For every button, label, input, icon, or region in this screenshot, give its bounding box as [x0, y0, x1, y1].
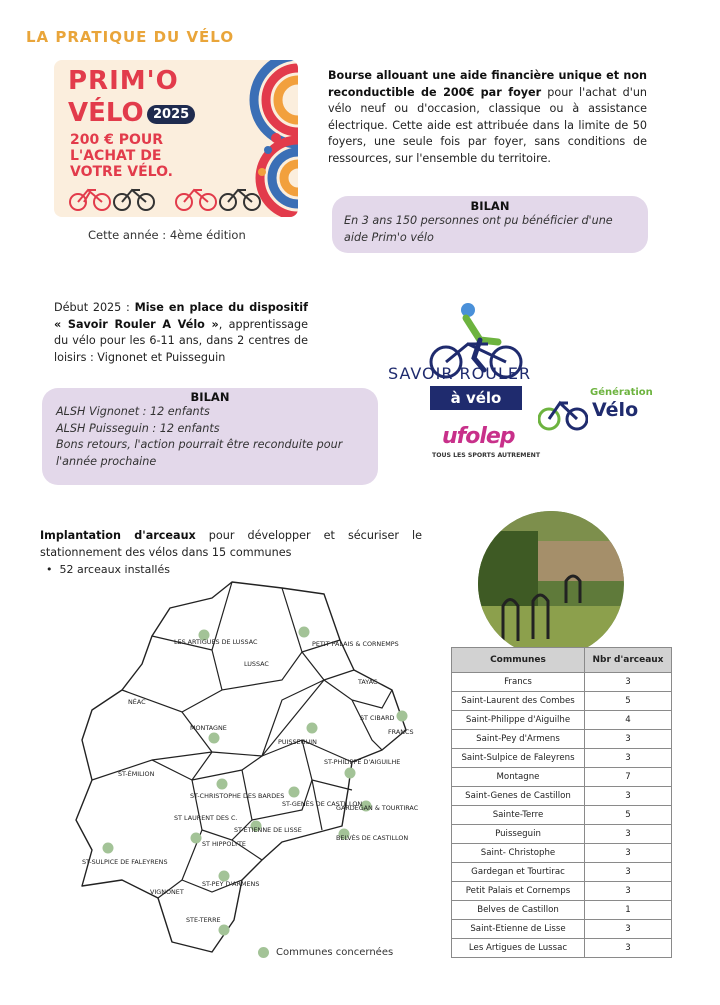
- commune-cell: Saint-Genes de Castillon: [452, 787, 585, 806]
- commune-cell: Gardegan et Tourtirac: [452, 863, 585, 882]
- table-row: [452, 844, 672, 863]
- bullet-text: 52 arceaux installés: [59, 563, 170, 576]
- map-label: NÉAC: [128, 698, 146, 706]
- map-label: BELVÈS DE CASTILLON: [336, 834, 409, 842]
- generation-velo-logo: [538, 385, 662, 435]
- intro-rest: , apprentissage du vélo pour les 6-11 ans, dans 2 centres de loisirs : Vignonet et Puisseguin: [54, 317, 308, 364]
- arceaux-bullet: [46, 563, 170, 576]
- table-row: [452, 711, 672, 730]
- map-label: VIGNONET: [150, 888, 184, 896]
- map-label: ST-SULPICE DE FALEYRENS: [82, 858, 168, 866]
- map-label: ST LAURENT DES C.: [174, 814, 238, 822]
- commune-cell: Sainte-Terre: [452, 806, 585, 825]
- arceaux-bold: Implantation d'arceaux: [40, 529, 196, 542]
- marker: [219, 925, 230, 936]
- marker: [103, 843, 114, 854]
- primo-bilan-box: [332, 196, 648, 253]
- table-row: [452, 673, 672, 692]
- bilan-title: BILAN: [190, 390, 230, 404]
- table-row: [452, 806, 672, 825]
- commune-cell: Francs: [452, 673, 585, 692]
- map-label: STE-TERRE: [186, 916, 221, 924]
- bilan-title: BILAN: [470, 199, 510, 213]
- commune-cell: Petit Palais et Cornemps: [452, 882, 585, 901]
- ufolep-text: ufolep: [442, 424, 515, 449]
- marker: [289, 787, 300, 798]
- table-row: [452, 920, 672, 939]
- commune-cell: Saint-Laurent des Combes: [452, 692, 585, 711]
- primo-caption: Cette année : 4ème édition: [88, 228, 246, 242]
- legend-marker-icon: [258, 947, 269, 958]
- table-row: [452, 787, 672, 806]
- map-label: ST-PHILIPPE D'AIGUILHE: [324, 758, 401, 766]
- table-row: [452, 692, 672, 711]
- map-label: PETIT PALAIS & CORNEMPS: [312, 640, 399, 648]
- commune-cell: Saint-Etienne de Lisse: [452, 920, 585, 939]
- bullet-icon: •: [46, 563, 53, 576]
- arceaux-table: [451, 647, 672, 958]
- map-label: LUSSAC: [244, 660, 269, 668]
- column-header: Nbr d'arceaux: [585, 648, 672, 673]
- intro-bold: Mise en place du dispositif « Savoir Rouler A Vélo »: [54, 301, 308, 331]
- commune-cell: Montagne: [452, 768, 585, 787]
- map-label: TAYAC: [358, 678, 378, 686]
- marker: [217, 779, 228, 790]
- primo-title: PRIM'O: [68, 66, 179, 96]
- map-label: LES ARTIGUES DE LUSSAC: [174, 638, 258, 646]
- count-cell: 1: [585, 901, 672, 920]
- bilan-text: En 3 ans 150 personnes ont pu bénéficier d'une aide Prim'o vélo: [344, 214, 613, 244]
- marker: [345, 768, 356, 779]
- count-cell: 4: [585, 711, 672, 730]
- map-label: MONTAGNE: [190, 724, 227, 732]
- ufolep-logo: [432, 424, 554, 464]
- count-cell: 3: [585, 730, 672, 749]
- legend-text: Communes concernées: [276, 947, 394, 958]
- marker: [397, 711, 408, 722]
- table-row: [452, 901, 672, 920]
- table-row: [452, 939, 672, 958]
- table-header-row: [452, 648, 672, 673]
- primo-description-text: pour l'achat d'un vélo neuf ou d'occasion, classique ou à assistance électrique. Cette aide est attribuée dans la limite de 50 foyers, une seule fois par foyer, sans conditions de ressources, sur l'ensemble du territoire.: [328, 85, 647, 165]
- count-cell: 3: [585, 939, 672, 958]
- table-row: [452, 825, 672, 844]
- map-label: GARDEGAN & TOURTIRAC: [336, 804, 419, 812]
- marker: [307, 723, 318, 734]
- communes-map: [62, 580, 444, 960]
- commune-cell: Saint-Sulpice de Faleyrens: [452, 749, 585, 768]
- table-row: [452, 863, 672, 882]
- commune-cell: Saint-Pey d'Armens: [452, 730, 585, 749]
- commune-cell: Les Artigues de Lussac: [452, 939, 585, 958]
- count-cell: 3: [585, 920, 672, 939]
- a-velo-badge: à vélo: [430, 386, 522, 410]
- marker: [299, 627, 310, 638]
- offer-line: 200 € POUR: [70, 132, 164, 148]
- column-header: Communes: [452, 648, 585, 673]
- offer-line: L'ACHAT DE: [70, 148, 162, 164]
- commune-cell: Belves de Castillon: [452, 901, 585, 920]
- table-row: [452, 768, 672, 787]
- section-title: LA PRATIQUE DU VÉLO: [26, 28, 235, 46]
- table-row: [452, 730, 672, 749]
- map-legend: [258, 947, 393, 958]
- commune-cell: Puisseguin: [452, 825, 585, 844]
- savoir-rouler-text: SAVOIR ROULER: [388, 364, 532, 383]
- ufolep-tagline: TOUS LES SPORTS AUTREMENT: [432, 452, 541, 459]
- count-cell: 5: [585, 692, 672, 711]
- map-label: ST-ÉTIENNE DE LISSE: [234, 826, 302, 834]
- commune-cell: Saint-Philippe d'Aiguilhe: [452, 711, 585, 730]
- count-cell: 3: [585, 863, 672, 882]
- map-label: FRANCS: [388, 728, 414, 736]
- commune-cell: Saint- Christophe: [452, 844, 585, 863]
- table-row: [452, 882, 672, 901]
- primo-title-velo: VÉLO: [68, 98, 144, 128]
- offer-line: VOTRE VÉLO.: [70, 164, 173, 180]
- map-label: ST HIPPOLYTE: [202, 840, 246, 848]
- arceaux-text: pour développer et sécuriser le stationnement des vélos dans 15 communes: [40, 529, 422, 559]
- arceaux-description: [40, 528, 422, 561]
- bilan-line: Bons retours, l'action pourrait être reconduite pour l'année prochaine: [56, 438, 343, 468]
- primo-offer: [70, 132, 220, 180]
- count-cell: 7: [585, 768, 672, 787]
- bikes-icon: [68, 184, 288, 214]
- savoir-rouler-bilan-box: [42, 388, 378, 485]
- marker: [209, 733, 220, 744]
- map-label: ST-GENÈS DE CASTILLON: [282, 800, 363, 808]
- count-cell: 3: [585, 844, 672, 863]
- primo-description: [328, 68, 647, 168]
- table-row: [452, 749, 672, 768]
- savoir-rouler-description: [54, 300, 308, 366]
- count-cell: 3: [585, 787, 672, 806]
- bilan-line: ALSH Puisseguin : 12 enfants: [56, 421, 220, 435]
- count-cell: 3: [585, 825, 672, 844]
- bike-racks-photo: [478, 511, 624, 657]
- count-cell: 3: [585, 673, 672, 692]
- marker: [191, 833, 202, 844]
- primo-year-badge: 2025: [147, 105, 195, 124]
- map-label: PUISSEGUIN: [278, 738, 317, 746]
- count-cell: 5: [585, 806, 672, 825]
- primo-velo-poster: [54, 60, 298, 217]
- bike-racks-image: [478, 511, 624, 657]
- primo-description-bold: Bourse allouant une aide financière unique et non reconductible de 200€ par foyer: [328, 69, 647, 99]
- count-cell: 3: [585, 882, 672, 901]
- bilan-line: ALSH Vignonet : 12 enfants: [56, 405, 210, 418]
- intro-text: Début 2025 :: [54, 301, 135, 314]
- count-cell: 3: [585, 749, 672, 768]
- map-label: ST CIBARD: [360, 714, 395, 722]
- generation-text: Génération: [590, 387, 653, 398]
- map-label: ST-PEY D'ARMENS: [202, 880, 260, 888]
- map-label: ST-ÉMILION: [118, 770, 155, 778]
- velo-text: Vélo: [592, 399, 639, 421]
- map-label: ST-CHRISTOPHE DES BARDES: [190, 792, 285, 800]
